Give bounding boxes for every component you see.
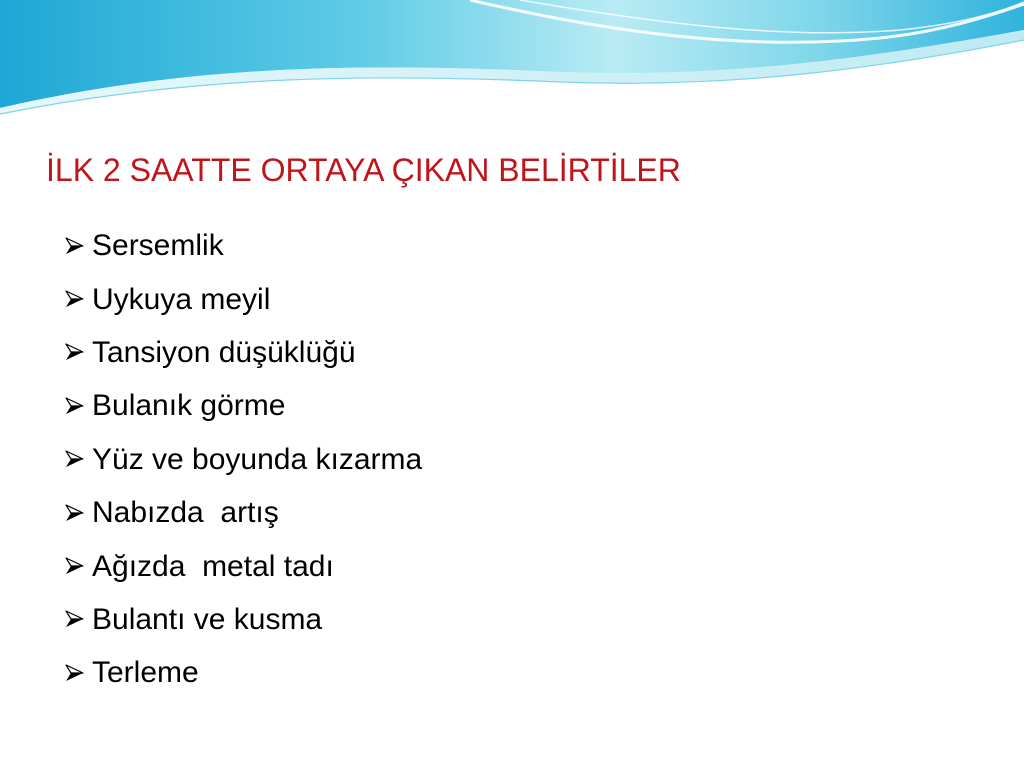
- list-item: [64, 379, 422, 432]
- list-item: [64, 486, 422, 539]
- symptom-list: [64, 219, 422, 700]
- slide-title: İLK 2 SAATTE ORTAYA ÇIKAN BELİRTİLER: [46, 152, 681, 188]
- arrow-bullet-icon: [64, 555, 86, 577]
- arrow-bullet-icon: [64, 341, 86, 363]
- list-item: [64, 539, 422, 592]
- arrow-bullet-icon: [64, 608, 86, 630]
- list-item: [64, 272, 422, 325]
- arrow-bullet-icon: [64, 235, 86, 257]
- list-item: [64, 646, 422, 699]
- arrow-bullet-icon: [64, 502, 86, 524]
- list-item-text: Sersemlik: [92, 229, 224, 263]
- list-item-text: Bulantı ve kusma: [92, 602, 323, 636]
- list-item: [64, 326, 422, 379]
- list-item-text: Ağızda metal tadı: [92, 549, 334, 583]
- arrow-bullet-icon: [64, 448, 86, 470]
- arrow-bullet-icon: [64, 395, 86, 417]
- arrow-bullet-icon: [64, 288, 86, 310]
- list-item-text: Nabızda artış: [92, 496, 279, 530]
- list-item-text: Yüz ve boyunda kızarma: [92, 442, 423, 476]
- list-item-text: Tansiyon düşüklüğü: [92, 335, 356, 369]
- list-item-text: Uykuya meyil: [92, 282, 271, 316]
- list-item-text: Terleme: [92, 656, 199, 690]
- list-item: [64, 219, 422, 272]
- header-wave-decoration: [0, 0, 1024, 120]
- list-item: [64, 433, 422, 486]
- arrow-bullet-icon: [64, 662, 86, 684]
- list-item: [64, 593, 422, 646]
- list-item-text: Bulanık görme: [92, 389, 286, 423]
